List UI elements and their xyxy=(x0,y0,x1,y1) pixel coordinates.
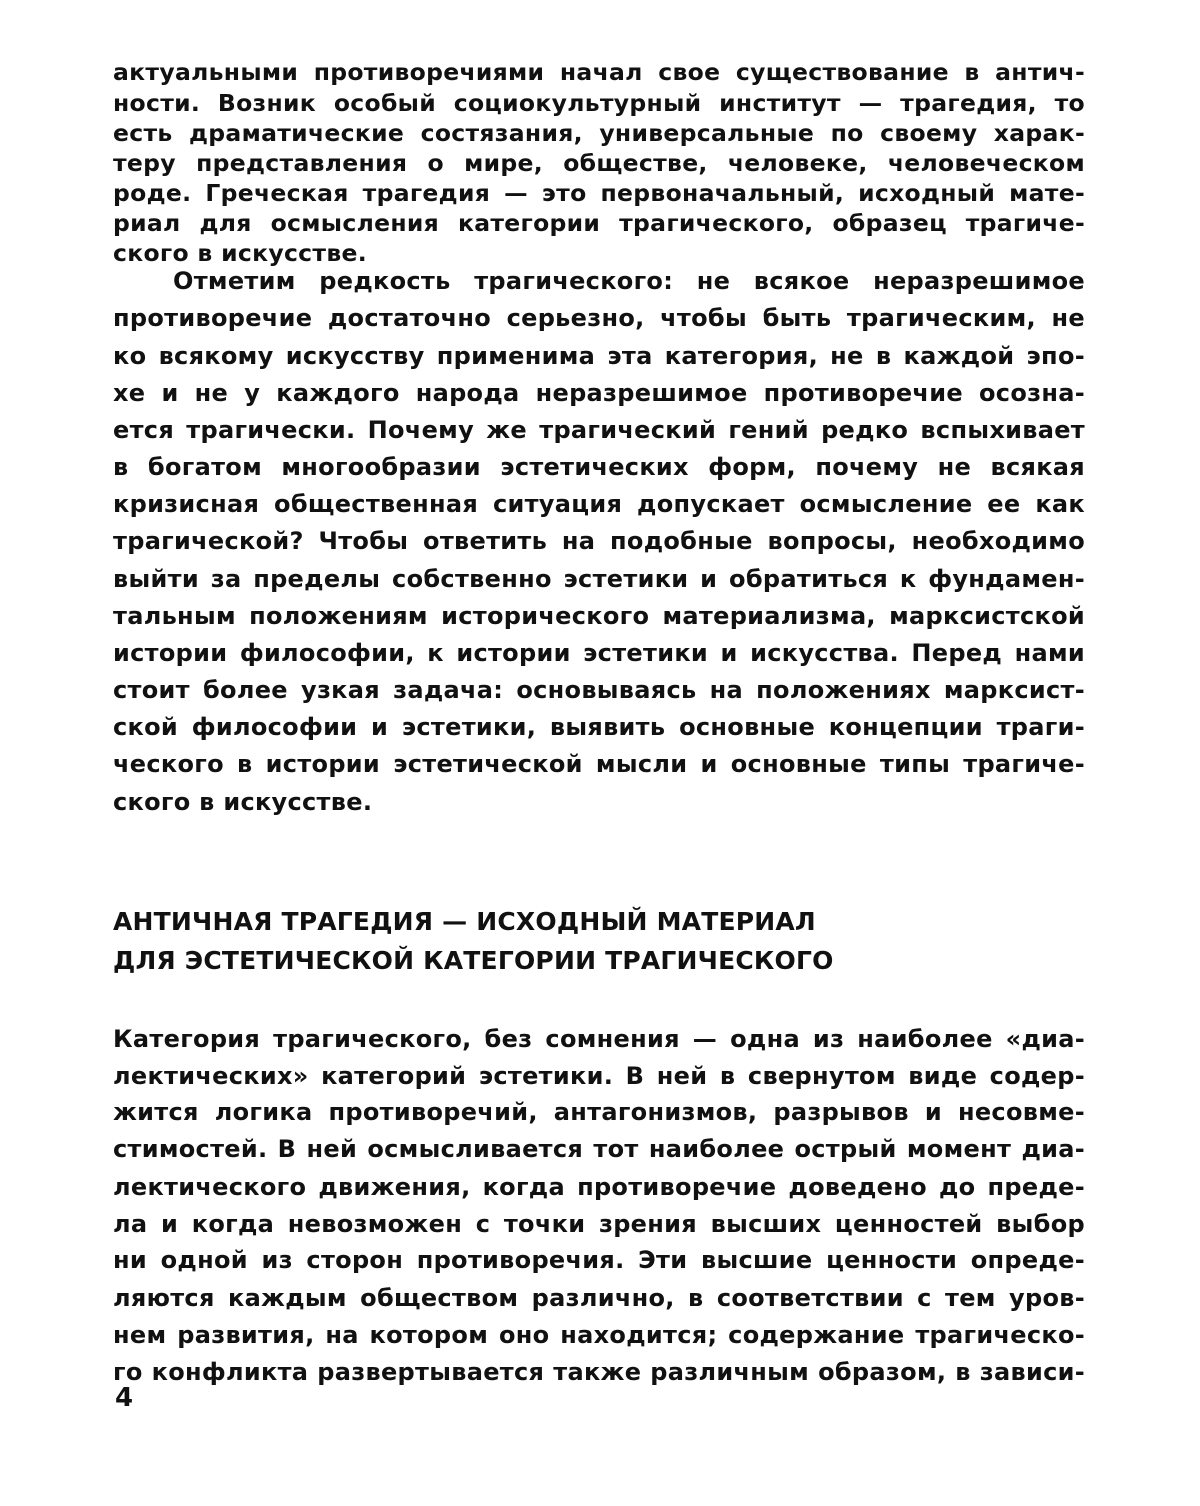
page-number: 4 xyxy=(115,1383,134,1413)
text-line: Отметим редкость трагического: не всякое неразрешимое xyxy=(173,267,1085,295)
text-line: тальным положениям исторического материализма, марксистской xyxy=(113,602,1085,630)
text-line: лектических» категорий эстетики. В ней в свернутом виде содер- xyxy=(113,1062,1085,1090)
text-line: актуальными противоречиями начал свое существование в антич- xyxy=(113,58,1085,86)
text-line: теру представления о мире, обществе, человеке, человеческом xyxy=(113,149,1085,177)
text-line: выйти за пределы собственно эстетики и обратиться к фундамен- xyxy=(113,565,1085,593)
text-line: ности. Возник особый социокультурный институт — трагедия, то xyxy=(113,89,1085,117)
text-line: стимостей. В ней осмысливается тот наиболее острый момент диа- xyxy=(113,1135,1085,1163)
text-line: хе и не у каждого народа неразрешимое противоречие осозна- xyxy=(113,379,1085,407)
text-line: ко всякому искусству применима эта категория, не в каждой эпо- xyxy=(113,342,1085,370)
text-line: противоречие достаточно серьезно, чтобы быть трагическим, не xyxy=(113,304,1085,332)
text-line: нем развития, на котором оно находится; содержание трагическо- xyxy=(113,1321,1085,1349)
text-line: кризисная общественная ситуация допускает осмысление ее как xyxy=(113,490,1085,518)
text-line: ского в искусстве. xyxy=(113,239,367,267)
text-line: есть драматические состязания, универсальные по своему харак- xyxy=(113,119,1085,147)
text-line: истории философии, к истории эстетики и искусства. Перед нами xyxy=(113,639,1085,667)
text-line: трагической? Чтобы ответить на подобные вопросы, необходимо xyxy=(113,527,1085,555)
text-line: ется трагически. Почему же трагический гений редко вспыхивает xyxy=(113,416,1085,444)
text-line: роде. Греческая трагедия — это первоначальный, исходный мате- xyxy=(113,179,1085,207)
text-line: ской философии и эстетики, выявить основные концепции траги- xyxy=(113,713,1085,741)
text-line: лектического движения, когда противоречие доведено до преде- xyxy=(113,1173,1085,1201)
text-line: Категория трагического, без сомнения — одна из наиболее «диа- xyxy=(113,1025,1085,1053)
text-line: жится логика противоречий, антагонизмов, разрывов и несовме- xyxy=(113,1098,1085,1126)
text-line: го конфликта развертывается также различным образом, в зависи- xyxy=(113,1358,1085,1386)
heading-line: АНТИЧНАЯ ТРАГЕДИЯ — ИСХОДНЫЙ МАТЕРИАЛ xyxy=(113,907,816,936)
text-line: ского в искусстве. xyxy=(113,788,373,816)
heading-line: ДЛЯ ЭСТЕТИЧЕСКОЙ КАТЕГОРИИ ТРАГИЧЕСКОГО xyxy=(113,946,834,975)
text-line: риал для осмысления категории трагического, образец трагиче- xyxy=(113,209,1085,237)
text-line: ческого в истории эстетической мысли и основные типы трагиче- xyxy=(113,750,1085,778)
text-line: ни одной из сторон противоречия. Эти высшие ценности опреде- xyxy=(113,1246,1085,1274)
text-line: в богатом многообразии эстетических форм, почему не всякая xyxy=(113,453,1085,481)
text-line: ляются каждым обществом различно, в соответствии с тем уров- xyxy=(113,1284,1085,1312)
text-line: ла и когда невозможен с точки зрения высших ценностей выбор xyxy=(113,1210,1085,1238)
text-line: стоит более узкая задача: основываясь на положениях марксист- xyxy=(113,676,1085,704)
